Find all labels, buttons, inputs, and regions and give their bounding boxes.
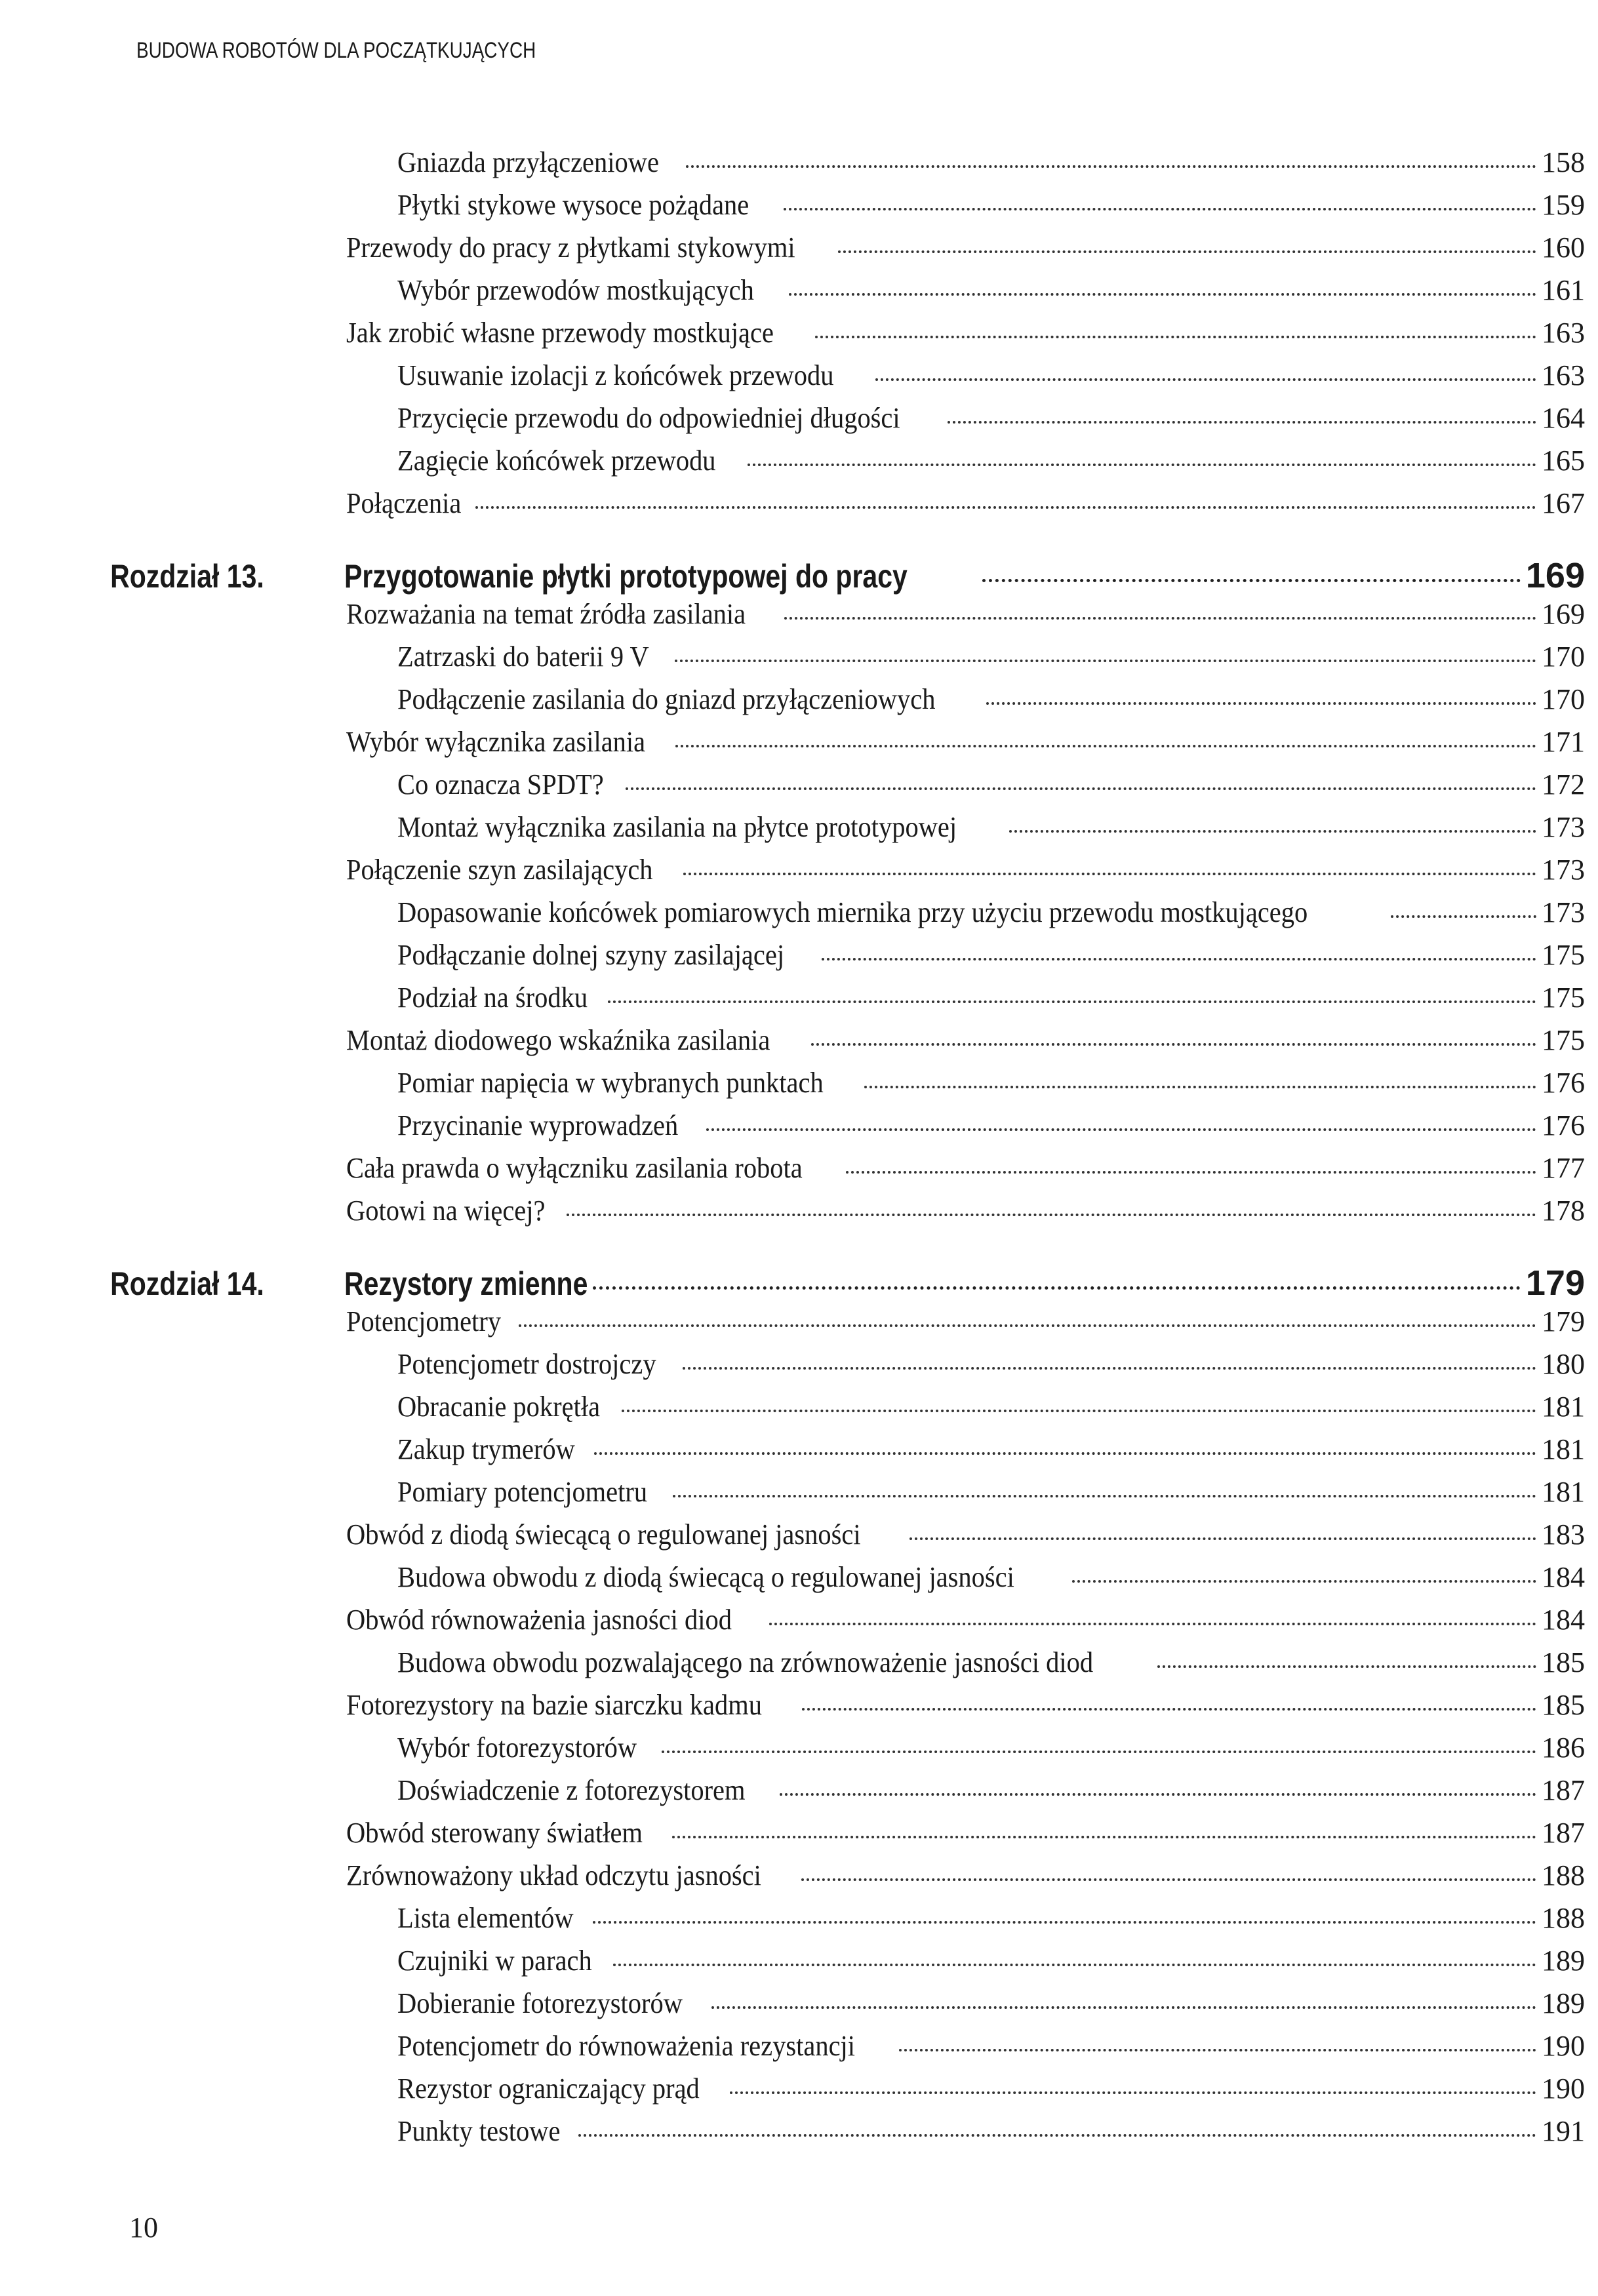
entry-page: 160 [1542, 231, 1585, 264]
dot-leader [864, 1086, 1536, 1088]
entry-title: Gniazda przyłączeniowe [397, 146, 659, 178]
entry-title: Połączenia [346, 487, 462, 519]
toc-entry [0, 597, 1598, 640]
entry-page: 175 [1542, 981, 1585, 1014]
chapter-label: Rozdział 13. [110, 558, 264, 595]
entry-title: Rozważania na temat źródła zasilania [346, 598, 746, 630]
entry-page: 169 [1542, 598, 1585, 630]
entry-page: 159 [1542, 189, 1585, 221]
entry-title: Wybór przewodów mostkujących [397, 274, 754, 306]
entry-page: 176 [1542, 1067, 1585, 1099]
entry-title: Połączenie szyn zasilających [346, 854, 653, 886]
entry-page: 165 [1542, 445, 1585, 477]
toc-entry [0, 316, 1598, 359]
toc-entry [0, 1023, 1598, 1066]
entry-title: Co oznacza SPDT? [397, 768, 604, 801]
dot-leader [1391, 915, 1536, 918]
entry-title: Zakup trymerów [397, 1433, 575, 1465]
entry-page: 161 [1542, 274, 1585, 306]
entry-page: 188 [1542, 1902, 1585, 1934]
entry-title: Zatrzaski do baterii 9 V [397, 641, 649, 673]
toc-entry [0, 359, 1598, 401]
entry-title: Wybór fotorezystorów [397, 1732, 637, 1764]
dot-leader [608, 1000, 1536, 1003]
toc-entry [0, 1987, 1598, 2029]
dot-leader [986, 702, 1536, 705]
dot-leader [686, 165, 1536, 168]
dot-leader [802, 1708, 1536, 1711]
running-head: BUDOWA ROBOTÓW DLA POCZĄTKUJĄCYCH [136, 38, 536, 63]
entry-page: 190 [1542, 2030, 1585, 2062]
entry-page: 183 [1542, 1518, 1585, 1551]
entry-page: 164 [1542, 402, 1585, 434]
page-number: 10 [129, 2211, 158, 2244]
entry-page: 185 [1542, 1646, 1585, 1678]
entry-title: Montaż wyłącznika zasilania na płytce prototypowej [397, 811, 957, 843]
toc-entry [0, 810, 1598, 853]
dot-leader [593, 1921, 1536, 1924]
toc-entry [0, 188, 1598, 231]
entry-page: 185 [1542, 1689, 1585, 1721]
entry-page: 175 [1542, 1024, 1585, 1056]
toc-entry [0, 1944, 1598, 1987]
entry-page: 179 [1542, 1305, 1585, 1337]
toc-entry [0, 273, 1598, 316]
dot-leader [613, 1964, 1536, 1966]
toc-entry [0, 896, 1598, 938]
toc-entry [0, 640, 1598, 683]
entry-title: Rezystor ograniczający prąd [397, 2072, 700, 2105]
entry-title: Potencjometr dostrojczy [397, 1348, 656, 1380]
dot-leader [769, 1623, 1536, 1625]
toc-entry [0, 1151, 1598, 1194]
dot-leader [789, 293, 1536, 296]
entry-title: Doświadczenie z fotorezystorem [397, 1774, 746, 1806]
toc-entry [0, 1433, 1598, 1475]
chapter-title: Przygotowanie płytki prototypowej do pracy [344, 558, 908, 595]
chapter-heading [0, 1263, 1598, 1310]
entry-page: 181 [1542, 1476, 1585, 1508]
entry-title: Budowa obwodu pozwalającego na zrównoważenie jasności diod [397, 1646, 1094, 1678]
toc-entry [0, 1066, 1598, 1109]
toc-entry [0, 2029, 1598, 2072]
dot-leader [784, 208, 1536, 210]
entry-title: Podział na środku [397, 981, 588, 1014]
entry-title: Dobieranie fotorezystorów [397, 1987, 683, 2019]
toc-entry [0, 2072, 1598, 2114]
toc-entry [0, 1773, 1598, 1816]
dot-leader [578, 2134, 1536, 2137]
entry-page: 186 [1542, 1732, 1585, 1764]
dot-leader [683, 873, 1536, 875]
toc-entry [0, 231, 1598, 273]
entry-page: 184 [1542, 1561, 1585, 1593]
entry-title: Cała prawda o wyłączniku zasilania robota [346, 1152, 803, 1184]
dot-leader [875, 378, 1536, 381]
entry-page: 173 [1542, 811, 1585, 843]
entry-title: Budowa obwodu z diodą świecącą o regulowanej jasności [397, 1561, 1014, 1593]
dot-leader [811, 1043, 1536, 1046]
entry-page: 177 [1542, 1152, 1585, 1184]
toc-entry [0, 1347, 1598, 1390]
toc-entry [0, 444, 1598, 486]
entry-page: 163 [1542, 317, 1585, 349]
entry-page: 171 [1542, 726, 1585, 758]
entry-title: Przycinanie wyprowadzeń [397, 1109, 679, 1141]
dot-leader [982, 579, 1521, 582]
entry-title: Gotowi na więcej? [346, 1195, 546, 1227]
entry-title: Dopasowanie końcówek pomiarowych miernika przy użyciu przewodu mostkującego [397, 896, 1308, 928]
dot-leader [567, 1214, 1536, 1216]
toc-entry [0, 1194, 1598, 1237]
toc-entry [0, 401, 1598, 444]
entry-page: 188 [1542, 1859, 1585, 1891]
dot-leader [748, 464, 1536, 466]
entry-title: Fotorezystory na bazie siarczku kadmu [346, 1689, 762, 1721]
dot-leader [822, 958, 1536, 960]
dot-leader [846, 1171, 1536, 1174]
entry-page: 187 [1542, 1817, 1585, 1849]
entry-page: 173 [1542, 896, 1585, 928]
toc-entry [0, 938, 1598, 981]
entry-title: Podłączenie zasilania do gniazd przyłączeniowych [397, 683, 936, 715]
toc-entry [0, 1816, 1598, 1859]
entry-title: Podłączanie dolnej szyny zasilającej [397, 939, 785, 971]
dot-leader [706, 1128, 1536, 1131]
dot-leader [801, 1878, 1536, 1881]
entry-title: Usuwanie izolacji z końcówek przewodu [397, 359, 834, 391]
entry-page: 170 [1542, 641, 1585, 673]
dot-leader [899, 2049, 1536, 2051]
entry-title: Lista elementów [397, 1902, 574, 1934]
entry-title: Potencjometr do równoważenia rezystancji [397, 2030, 856, 2062]
chapter-page: 169 [1525, 556, 1585, 595]
dot-leader [683, 1367, 1536, 1370]
dot-leader [475, 506, 1536, 509]
table-of-contents [0, 146, 1598, 2157]
toc-entry [0, 1390, 1598, 1433]
dot-leader [672, 1836, 1536, 1838]
toc-entry [0, 683, 1598, 725]
entry-title: Obwód z diodą świecącą o regulowanej jasności [346, 1518, 861, 1551]
dot-leader [673, 1495, 1536, 1497]
entry-page: 158 [1542, 146, 1585, 178]
chapter-label: Rozdział 14. [110, 1265, 264, 1302]
dot-leader [662, 1751, 1536, 1753]
entry-page: 173 [1542, 854, 1585, 886]
entry-title: Pomiary potencjometru [397, 1476, 648, 1508]
toc-entry [0, 853, 1598, 896]
dot-leader [626, 787, 1536, 790]
entry-page: 175 [1542, 939, 1585, 971]
entry-title: Potencjometry [346, 1305, 502, 1337]
entry-title: Przewody do pracy z płytkami stykowymi [346, 231, 795, 264]
dot-leader [948, 421, 1536, 424]
dot-leader [838, 250, 1536, 253]
toc-entry [0, 1646, 1598, 1688]
entry-page: 189 [1542, 1945, 1585, 1977]
entry-page: 189 [1542, 1987, 1585, 2019]
entry-title: Jak zrobić własne przewody mostkujące [346, 317, 774, 349]
toc-entry [0, 486, 1598, 529]
dot-leader [909, 1537, 1536, 1540]
entry-page: 191 [1542, 2115, 1585, 2147]
chapter-title: Rezystory zmienne [344, 1265, 588, 1302]
dot-leader [780, 1793, 1536, 1796]
dot-leader [519, 1324, 1536, 1327]
dot-leader [1157, 1665, 1536, 1668]
entry-page: 181 [1542, 1433, 1585, 1465]
toc-entry [0, 1901, 1598, 1944]
entry-title: Płytki stykowe wysoce pożądane [397, 189, 749, 221]
dot-leader [1072, 1580, 1536, 1583]
entry-page: 170 [1542, 683, 1585, 715]
toc-entry [0, 768, 1598, 810]
chapter-heading [0, 555, 1598, 603]
toc-entry [0, 1518, 1598, 1560]
toc-entry [0, 1859, 1598, 1901]
toc-entry [0, 725, 1598, 768]
entry-title: Obwód równoważenia jasności diod [346, 1604, 732, 1636]
entry-title: Obwód sterowany światłem [346, 1817, 643, 1849]
toc-entry [0, 981, 1598, 1023]
dot-leader [622, 1410, 1536, 1412]
entry-title: Zrównoważony układ odczytu jasności [346, 1859, 761, 1891]
toc-entry [0, 2114, 1598, 2157]
entry-page: 178 [1542, 1195, 1585, 1227]
entry-title: Zagięcie końcówek przewodu [397, 445, 716, 477]
dot-leader [730, 2091, 1536, 2094]
entry-page: 190 [1542, 2072, 1585, 2105]
dot-leader [675, 745, 1536, 747]
entry-title: Wybór wyłącznika zasilania [346, 726, 646, 758]
dot-leader [784, 617, 1536, 620]
entry-page: 167 [1542, 487, 1585, 519]
entry-title: Punkty testowe [397, 2115, 561, 2147]
dot-leader [675, 660, 1536, 662]
toc-entry [0, 1560, 1598, 1603]
toc-entry [0, 1731, 1598, 1773]
dot-leader [815, 336, 1536, 338]
dot-leader [593, 1286, 1521, 1290]
toc-entry [0, 1603, 1598, 1646]
toc-entry [0, 1475, 1598, 1518]
entry-page: 184 [1542, 1604, 1585, 1636]
entry-page: 176 [1542, 1109, 1585, 1141]
chapter-page: 179 [1525, 1263, 1585, 1303]
dot-leader [594, 1452, 1536, 1455]
entry-page: 180 [1542, 1348, 1585, 1380]
dot-leader [1009, 830, 1536, 833]
entry-page: 181 [1542, 1391, 1585, 1423]
entry-title: Obracanie pokrętła [397, 1391, 601, 1423]
entry-page: 163 [1542, 359, 1585, 391]
toc-entry [0, 1305, 1598, 1347]
toc-entry [0, 146, 1598, 188]
entry-title: Czujniki w parach [397, 1945, 592, 1977]
dot-leader [711, 2006, 1536, 2009]
toc-entry [0, 1688, 1598, 1731]
entry-title: Montaż diodowego wskaźnika zasilania [346, 1024, 770, 1056]
entry-page: 172 [1542, 768, 1585, 801]
toc-entry [0, 1109, 1598, 1151]
entry-title: Pomiar napięcia w wybranych punktach [397, 1067, 824, 1099]
entry-title: Przycięcie przewodu do odpowiedniej długości [397, 402, 900, 434]
entry-page: 187 [1542, 1774, 1585, 1806]
